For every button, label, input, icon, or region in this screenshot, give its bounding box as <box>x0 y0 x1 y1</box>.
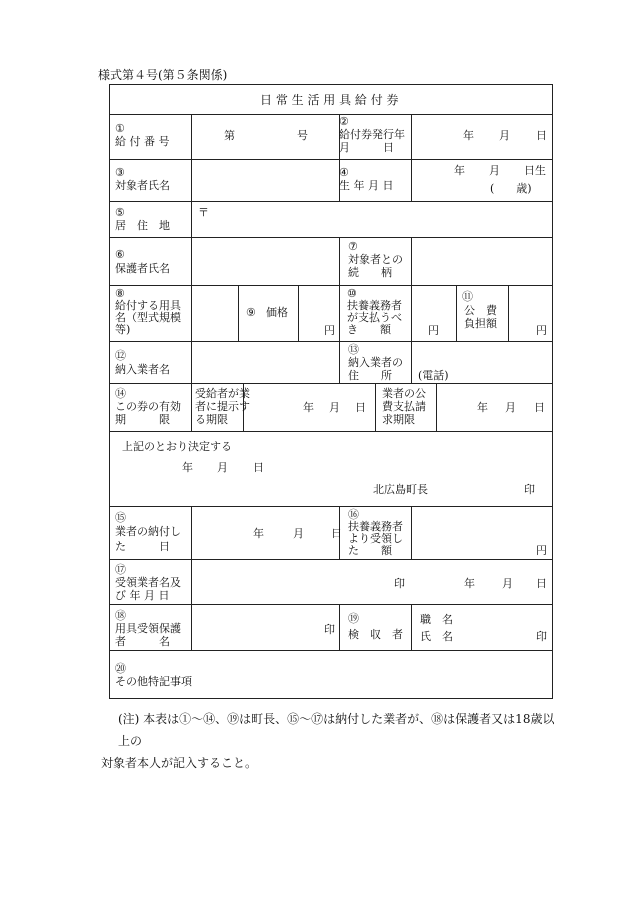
field-label-inspector: 検 収 者 <box>348 628 403 641</box>
field-label-address: 居 住 地 <box>115 219 170 232</box>
field-label-billing-deadline: 業者の公 <box>382 387 426 400</box>
phone-label: (電話) <box>418 369 449 382</box>
date-year: 年 <box>303 401 314 414</box>
field-label-public-burden-l2: 負担額 <box>464 317 497 330</box>
field-label-received-l3: た 額 <box>348 544 392 557</box>
field-label-recipient-deadline: 受給者が業 <box>195 387 250 400</box>
field-label-guardian-pay-l2: が支払うべ <box>347 311 402 324</box>
field-label-issue-number: 給 付 番 号 <box>115 135 170 148</box>
date-year: 年 <box>182 461 193 474</box>
row-divider <box>110 201 552 202</box>
field-number: ⑦ <box>348 240 358 253</box>
yen-unit: 円 <box>536 544 547 557</box>
date-month: 月 <box>329 401 340 414</box>
postal-mark: 〒 <box>198 206 209 219</box>
field-number: ① <box>115 122 125 135</box>
col-divider <box>411 114 412 201</box>
col-divider <box>411 237 412 383</box>
form-title: 日 常 生 活 用 具 給 付 券 <box>260 93 399 107</box>
field-label-equipment: 給付する用具 <box>115 299 181 312</box>
date-day: 日 <box>253 461 264 474</box>
col-divider <box>238 285 239 341</box>
issue-number-prefix: 第 <box>224 129 235 142</box>
date-month: 月 <box>502 577 513 590</box>
col-divider <box>411 604 412 650</box>
date-year: 年 <box>464 577 475 590</box>
field-number: ⑧ <box>115 287 125 300</box>
row-divider <box>110 650 552 651</box>
field-number: ④ <box>339 166 349 179</box>
date-day-born: 日生 <box>524 164 546 177</box>
field-number: ② <box>339 115 349 128</box>
date-month: 月 <box>489 164 500 177</box>
col-divider <box>191 506 192 650</box>
field-number: ⑨ <box>246 306 256 319</box>
col-divider <box>375 383 376 431</box>
field-label-billing-deadline-l3: 求期限 <box>382 413 415 426</box>
date-day: 日 <box>534 401 545 414</box>
field-number: ⑲ <box>348 612 359 625</box>
row-divider <box>110 604 552 605</box>
field-label-relationship: 対象者との <box>348 253 403 266</box>
field-number: ⑰ <box>115 563 126 576</box>
col-divider <box>411 506 412 559</box>
row-divider <box>110 285 552 286</box>
seal-mark: 印 <box>536 630 547 643</box>
field-label-supplier-name: 納入業者名 <box>115 363 170 376</box>
yen-unit: 円 <box>536 324 547 337</box>
field-label-name: 氏 名 <box>420 630 453 643</box>
date-day: 日 <box>331 527 342 540</box>
field-number: ③ <box>115 166 125 179</box>
decision-text: 上記のとおり決定する <box>122 440 232 453</box>
yen-unit: 円 <box>324 324 335 337</box>
field-number: ⑤ <box>115 206 125 219</box>
field-label-issue-date: 給付券発行年 <box>339 128 405 141</box>
date-year: 年 <box>463 129 474 142</box>
field-label-recipient-deadline-l2: 者に提示す <box>195 400 250 413</box>
col-divider <box>191 114 192 431</box>
field-label-supplier-address-l2: 住 所 <box>348 369 392 382</box>
date-month: 月 <box>499 129 510 142</box>
field-label-validity: この券の有効 <box>115 400 181 413</box>
mayor-title: 北広島町長 <box>373 483 428 496</box>
age-field: ( 歳) <box>490 182 532 195</box>
issue-number-suffix: 号 <box>297 129 308 142</box>
field-label-equipment-l2: 名（型式規模 <box>115 311 181 324</box>
field-label-guardian-receipt: 用具受領保護 <box>115 622 181 635</box>
seal-mark: 印 <box>524 483 535 496</box>
field-number: ⑥ <box>115 248 125 261</box>
date-year: 年 <box>253 527 264 540</box>
row-divider <box>110 114 552 115</box>
date-month: 月 <box>505 401 516 414</box>
date-year: 年 <box>454 164 465 177</box>
col-divider <box>339 604 340 650</box>
row-divider <box>110 237 552 238</box>
field-number: ⑳ <box>115 662 126 675</box>
field-label-received-l2: より受領し <box>348 532 403 545</box>
col-divider <box>456 285 457 341</box>
footnote-line-1: (注) 本表は①～⑭、⑲は町長、⑮～⑰は納付した業者が、⑱は保護者又は18歳以上の <box>118 712 555 748</box>
field-label-delivery-date: 業者の納付し <box>115 525 181 538</box>
field-label-subject-name: 対象者氏名 <box>115 179 170 192</box>
field-label-recipient-supplier-l2: び 年 月 日 <box>115 589 170 602</box>
row-divider <box>110 159 552 160</box>
seal-mark: 印 <box>324 623 335 636</box>
field-number: ⑭ <box>115 387 126 400</box>
field-number: ⑩ <box>347 287 357 300</box>
field-label-birth-date: 生 年 月 日 <box>339 179 394 192</box>
field-label-guardian-receipt-l2: 者 名 <box>115 635 170 648</box>
row-divider <box>110 559 552 560</box>
row-divider <box>110 341 552 342</box>
date-year: 年 <box>477 401 488 414</box>
date-month: 月 <box>293 527 304 540</box>
col-divider <box>508 285 509 341</box>
row-divider <box>110 431 552 432</box>
seal-mark: 印 <box>394 577 405 590</box>
field-number: ⑮ <box>115 511 126 524</box>
col-divider <box>339 237 340 383</box>
row-divider <box>110 506 552 507</box>
field-number: ⑫ <box>115 349 126 362</box>
field-label-recipient-deadline-l3: る期限 <box>195 413 228 426</box>
field-number: ⑱ <box>115 609 126 622</box>
date-day: 日 <box>536 577 547 590</box>
form-number-header: 様式第４号(第５条関係) <box>98 68 228 82</box>
col-divider <box>436 383 437 431</box>
row-divider <box>110 383 552 384</box>
footnote-line-2: 対象者本人が記入すること。 <box>101 756 258 770</box>
field-label-recipient-supplier: 受領業者名及 <box>115 576 181 589</box>
date-day: 日 <box>355 401 366 414</box>
field-label-billing-deadline-l2: 費支払請 <box>382 400 426 413</box>
field-label-guardian-pay-l3: き 額 <box>347 323 391 336</box>
field-label-issue-date-l2: 月 日 <box>339 141 394 154</box>
field-label-validity-l2: 期 限 <box>115 413 170 426</box>
field-label-equipment-l3: 等) <box>115 323 131 336</box>
field-label-price: 価格 <box>266 306 288 319</box>
field-label-relationship-l2: 続 柄 <box>348 266 392 279</box>
field-label-post: 職 名 <box>420 613 453 626</box>
field-label-guardian-pay: 扶養義務者 <box>347 299 402 312</box>
field-number: ⑯ <box>348 508 359 521</box>
field-label-guardian-name: 保護者氏名 <box>115 262 170 275</box>
footnote <box>101 708 558 774</box>
field-label-received: 扶養義務者 <box>348 520 403 533</box>
field-number: ⑬ <box>348 343 359 356</box>
field-label-supplier-address: 納入業者の <box>348 356 403 369</box>
col-divider <box>298 285 299 341</box>
field-label-delivery-date-l2: た 日 <box>115 540 170 553</box>
field-number: ⑪ <box>462 290 473 303</box>
yen-unit: 円 <box>428 324 439 337</box>
benefit-voucher-form <box>109 84 553 699</box>
date-day: 日 <box>536 129 547 142</box>
date-month: 月 <box>217 461 228 474</box>
field-label-remarks: その他特記事項 <box>115 675 192 688</box>
field-label-public-burden: 公 費 <box>464 304 497 317</box>
